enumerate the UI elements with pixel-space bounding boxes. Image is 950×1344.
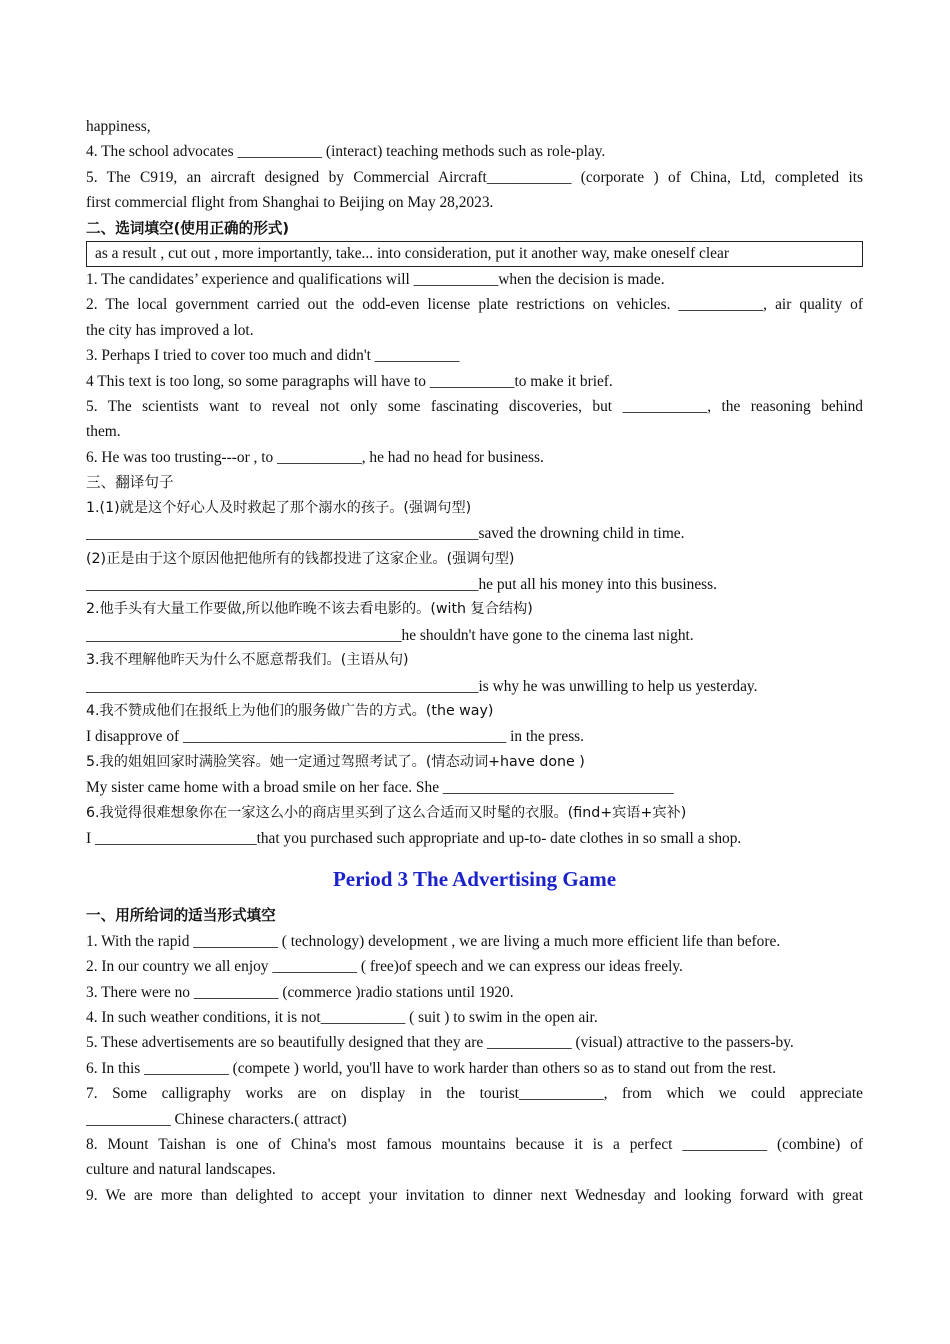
translation-q4-answer: I disapprove of __________________________________________ in the press. [86, 728, 585, 746]
translation-q2-prompt: 2.他手头有大量工作要做,所以他昨晚不该去看电影的。(with 复合结构) [86, 601, 533, 618]
question-4: 4. The school advocates ___________ (interact) teaching methods such as role-play. [86, 143, 606, 161]
translation-q4-prompt: 4.我不赞成他们在报纸上为他们的服务做广告的方式。(the way) [86, 702, 494, 719]
translation-q3-answer: ___________________________________________________is why he was unwilling to help us yesterday. [86, 677, 758, 695]
document-page [86, 114, 863, 1208]
word-bank-box: as a result , cut out , more importantly, take... into consideration, put it another way, make oneself clear [86, 241, 863, 267]
translation-q2-answer: _________________________________________he shouldn't have gone to the cinema last night. [86, 626, 694, 644]
translation-q1a-answer: ___________________________________________________saved the drowning child in time. [86, 525, 685, 543]
word-form-q3: 3. There were no ___________ (commerce )radio stations until 1920. [86, 983, 514, 1001]
word-form-q4: 4. In such weather conditions, it is not___________ ( suit ) to swim in the open air. [86, 1009, 598, 1026]
word-choice-q4: 4 This text is too long, so some paragraphs will have to ___________to make it brief. [86, 372, 613, 390]
word-choice-q1: 1. The candidates’ experience and qualifications will ___________when the decision is made. [86, 271, 665, 289]
word-form-q9-line-1: 9. We are more than delighted to accept your invitation to dinner next Wednesday and looking forward with great [86, 1186, 863, 1204]
word-choice-q6: 6. He was too trusting---or , to ___________, he had no head for business. [86, 448, 544, 466]
section-heading-word-forms: 一、用所给词的适当形式填空 [86, 907, 276, 925]
word-form-q5: 5. These advertisements are so beautifully designed that they are ___________ (visual) attractive to the passers-by. [86, 1034, 794, 1052]
word-choice-q5-line-2: them. [86, 423, 121, 441]
translation-q6-answer: I _____________________that you purchased such appropriate and up-to- date clothes in so small a shop. [86, 829, 742, 847]
translation-q3-prompt: 3.我不理解他昨天为什么不愿意帮我们。(主语从句) [86, 652, 409, 669]
word-form-q7-line-1: 7. Some calligraphy works are on display in the tourist___________, from which we could appreciate [86, 1085, 863, 1103]
word-form-q2: 2. In our country we all enjoy ___________ ( free)of speech and we can express our ideas freely. [86, 958, 683, 976]
question-5-line-2: first commercial flight from Shanghai to Beijing on May 28,2023. [86, 194, 494, 212]
translation-q1b-prompt: (2)正是由于这个原因他把他所有的钱都投进了这家企业。(强调句型) [86, 550, 515, 567]
translation-q6-prompt: 6.我觉得很难想象你在一家这么小的商店里买到了这么合适而又时髦的衣服。(find+宾语+宾补) [86, 804, 687, 821]
word-form-q8-line-1: 8. Mount Taishan is one of China's most famous mountains because it is a perfect ___________ (combine) of [86, 1136, 863, 1154]
word-choice-q2-line-1: 2. The local government carried out the odd-even license plate restrictions on vehicles. ___________, air quality of [86, 296, 863, 314]
word-choice-q2-line-2: the city has improved a lot. [86, 321, 254, 339]
word-form-q7-line-2: ___________ Chinese characters.( attract) [86, 1110, 347, 1128]
word-form-q8-line-2: culture and natural landscapes. [86, 1161, 276, 1179]
word-choice-q5-line-1: 5. The scientists want to reveal not only some fascinating discoveries, but ___________, the reasoning behind [86, 398, 863, 416]
question-5-line-1: 5. The C919, an aircraft designed by Commercial Aircraft___________ (corporate ) of China, Ltd, completed its [86, 168, 863, 186]
translation-q1a-prompt: 1.(1)就是这个好心人及时救起了那个溺水的孩子。(强调句型) [86, 499, 472, 516]
translation-q5-answer: My sister came home with a broad smile on her face. She ______________________________ [86, 779, 674, 797]
word-choice-q3: 3. Perhaps I tried to cover too much and didn't ___________ [86, 347, 460, 365]
text-line: happiness, [86, 118, 151, 135]
section-heading-translation: 三、翻译句子 [86, 474, 174, 492]
section-heading-word-choice: 二、选词填空(使用正确的形式) [86, 219, 290, 237]
translation-q5-prompt: 5.我的姐姐回家时满脸笑容。她一定通过驾照考试了。(情态动词+have done ) [86, 753, 585, 770]
translation-q1b-answer: ___________________________________________________he put all his money into this business. [86, 575, 718, 593]
word-form-q6: 6. In this ___________ (compete ) world, you'll have to work harder than others so as to stand out from the rest. [86, 1059, 777, 1077]
period-title: Period 3 The Advertising Game [332, 867, 617, 892]
word-form-q1: 1. With the rapid ___________ ( technology) development , we are living a much more efficient life than before. [86, 932, 781, 950]
